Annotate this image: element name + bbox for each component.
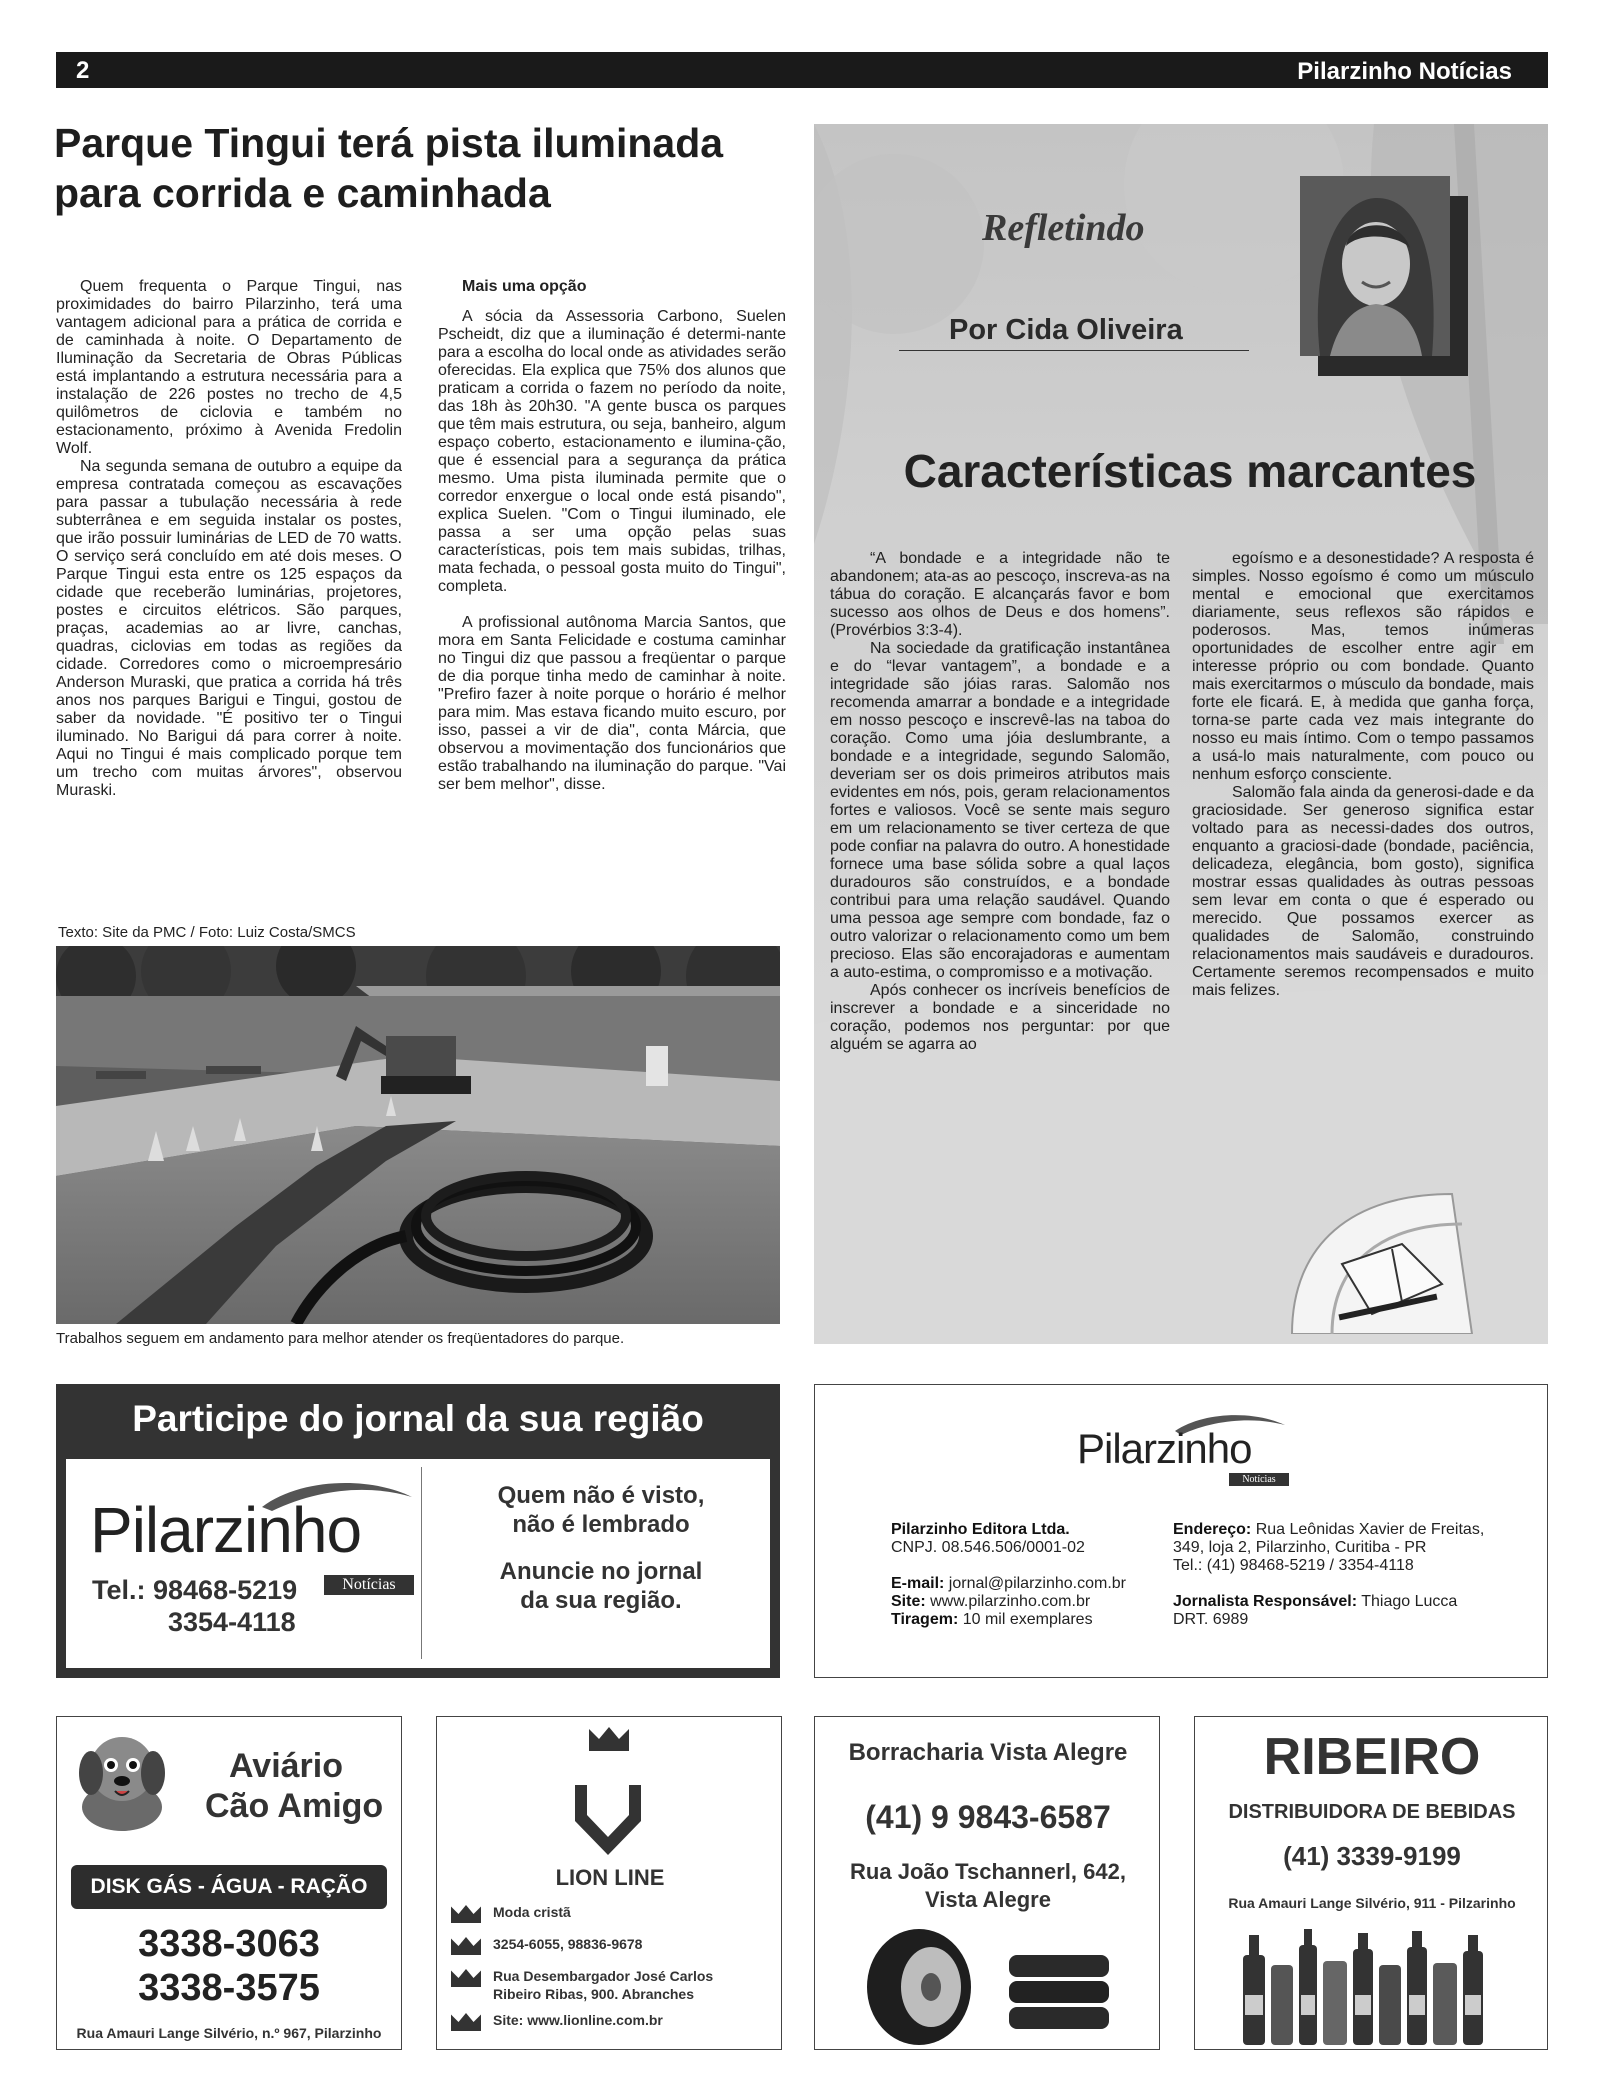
lion-brand: LION LINE: [555, 1865, 665, 1890]
author-photo: [1300, 176, 1450, 356]
slogan-line: da sua região.: [520, 1587, 682, 1614]
slogan-line: não é lembrado: [512, 1511, 690, 1538]
article-photo: [56, 946, 780, 1324]
beverage-bottles-icon: [1243, 1925, 1503, 2045]
opinion-paragraph: Após conhecer os incríveis benefícios de inscrever a bondade e a sinceridade no coração, podemos nos perguntar: por que alguém se agarra ao: [830, 982, 1170, 1053]
borracharia-address-2: Vista Alegre: [925, 1887, 1051, 1912]
crown-icon: [589, 1727, 629, 1751]
crown-icon: [449, 1969, 483, 1987]
author-portrait: [1300, 176, 1468, 376]
tiragem-value: 10 mil exemplares: [962, 1611, 1093, 1628]
park-excavation-photo: [56, 946, 780, 1324]
article-column-2: [438, 278, 786, 794]
opinion-paragraph: Na sociedade da gratificação instantânea e do “levar vantagem”, a bondade e a integridade são jóias raras. Salomão nos recomenda amarrar a bondade e a integridade em nosso pescoço e inscrevê-las na taboa do coração. Como uma jóia deslumbrante, a bondade e a integridade, segundo Salomão, deveriam ser os dois primeiros atributos mais evidentes em nós, pois, geram relacionamentos fortes e valiosos. Você se sente mais seguro em um relacionamento se tiver certeza de que pode confiar na palavra do outro. A honestidade fornece uma base sólida sobre a qual laços duradouros são construídos, e a bondade contribui para uma relação saudável. Quando uma pessoa age sempre com bondade, faz o outro valorizar o relacionamento como um bem precioso. Elas são encorajadoras e aumentam a auto-estima, o compromisso e a motivação.: [830, 640, 1170, 981]
headline-line-2: para corrida e caminhada: [54, 170, 551, 216]
address-line-1: Rua Leônidas Xavier de Freitas,: [1255, 1521, 1485, 1538]
photo-caption: Trabalhos seguem em andamento para melhor atender os freqüentadores do parque.: [56, 1330, 625, 1347]
article-paragraph: A sócia da Assessoria Carbono, Suelen Pscheidt, diz que a iluminação é determi-nante para a escolha do local onde as atividades serão oferecidas. Ela explica que 75% dos alunos que praticam a corrida o fazem no período da noite, das 18h às 20h30. "A gente busca os parques que têm mais estrutura, ou seja, banheiro, algum espaço coberto, estacionamento e ilumina-ção, que é essencial para a segurança da prática mesmo. Uma pista iluminada permite que o corredor enxergue o local onde está pisando", explica Suelen. "Com o Tingui iluminado, ele passa a ser uma opção pelas suas características, pois tem mais subidas, trilhas, mata fechada, o pessoal gosta muito do Tingui", completa.: [438, 308, 786, 595]
dog-icon: [67, 1727, 177, 1837]
lion-item-text: Moda cristã: [493, 1904, 571, 1920]
address-label: Endereço:: [1173, 1521, 1252, 1538]
journalist-label: Jornalista Responsável:: [1173, 1593, 1358, 1610]
newspaper-name: Pilarzinho Notícias: [1297, 58, 1512, 85]
logo-word: Pilarzinho: [1077, 1425, 1252, 1472]
article-paragraph: Na segunda semana de outubro a equipe da empresa contratada começou as escavações para passar a tubulação necessária à rede subterrânea e em seguida instalar os postes, que irão possuir luminárias de LED de 70 watts. O serviço será concluído em até dois meses. O Parque Tingui esta entre os 125 espaços da cidade que receberão luminárias, projetores, postes e circuitos elétricos. São parques, praças, academias ao ar livre, canchas, quadras, ciclovias em todas as regiões da cidade. Corredores como o microempresário Anderson Muraski, que pratica a corrida há três anos nos parques Barigui e Tingui, gostou de saber da novidade. "É positivo ter o Tingui iluminado. No Barigui dá para correr à noite. Aqui no Tingui é mais complicado porque tem um trecho com muitas árvores", observou Muraski.: [56, 458, 402, 799]
editorial-address-info: [1173, 1521, 1533, 1629]
site-label: Site:: [891, 1593, 926, 1610]
ribeiro-ad: [1194, 1716, 1548, 2050]
lion-logo-icon: [573, 1785, 643, 1855]
ribeiro-address: Rua Amauri Lange Silvério, 911 - Pilzarinho: [1228, 1895, 1516, 1911]
lion-item: [445, 2011, 775, 2043]
opinion-section: [814, 124, 1548, 1344]
aviario-phone-1: 3338-3063: [138, 1923, 320, 1965]
lion-item-text: Ribeiro Ribas, 900. Abranches: [493, 1986, 694, 2002]
author-rule: [899, 350, 1249, 351]
company-name: Pilarzinho Editora Ltda.: [891, 1521, 1070, 1538]
article-paragraph: Quem frequenta o Parque Tingui, nas proximidades do bairro Pilarzinho, terá uma vantagem adicional para a prática de corrida e de caminhada à noite. O Departamento de Iluminação da Secretaria de Obras Públicas está implantando a estrutura necessária para a instalação de 226 postes no trecho de 4,5 quilômetros de ciclovia e também no estacionamento, próximo à Avenida Fredolin Wolf.: [56, 278, 402, 457]
aviario-name-1: Aviário: [229, 1747, 344, 1785]
phone-2: 3354-4118: [168, 1607, 296, 1637]
email-value: jornal@pilarzinho.com.br: [948, 1575, 1126, 1592]
article-headline: [54, 118, 794, 218]
slogan-line: Quem não é visto,: [497, 1482, 705, 1509]
participe-inner: [66, 1459, 770, 1668]
aviario-phone-2: 3338-3575: [138, 1967, 320, 2009]
lion-list: [445, 1903, 775, 2043]
lion-item-text: Rua Desembargador José Carlos: [493, 1968, 714, 1984]
address-tel: Tel.: (41) 98468-5219 / 3354-4118: [1173, 1557, 1414, 1574]
ribeiro-name: RIBEIRO: [1263, 1728, 1481, 1786]
column-title: Características marcantes: [903, 445, 1477, 497]
lion-item-text: Site: www.lionline.com.br: [493, 2012, 663, 2028]
tires-icon: [839, 1925, 1139, 2045]
headline-line-1: Parque Tingui terá pista iluminada: [54, 120, 724, 166]
aviario-banner: DISK GÁS - ÁGUA - RAÇÃO: [71, 1865, 387, 1909]
slogan-line: Anuncie no jornal: [499, 1558, 703, 1585]
photo-credit: Texto: Site da PMC / Foto: Luiz Costa/SMCS: [58, 924, 356, 941]
lion-item-text: 3254-6055, 98836-9678: [493, 1936, 643, 1952]
editorial-logo: [1077, 1411, 1297, 1485]
column-kicker: Refletindo: [982, 207, 1145, 249]
journalist-name: Thiago Lucca: [1361, 1593, 1458, 1610]
opinion-paragraph: egoísmo e a desonestidade? A resposta é simples. Nosso egoísmo é como um músculo mental e emocional que exercitamos diariamente, seus reflexos são rápidos e poderosos. Mas, temos inúmeras oportunidades de escolher entre agir em interesse próprio ou com bondade. Quanto mais exercitarmos o músculo da bondade, mais forte ele ficará. E, à medida que ganha força, torna-se parte cada vez mais integrante do nosso eu mais íntimo. Com o tempo passamos a usá-lo mais naturalmente, com pouco ou nenhum esforço consciente.: [1192, 550, 1534, 783]
ribeiro-phone: (41) 3339-9199: [1283, 1841, 1461, 1871]
logo-tag: Notícias: [1229, 1473, 1289, 1486]
editorial-company-info: [891, 1521, 1161, 1629]
lion-line-ad: [436, 1716, 782, 2050]
aviario-name-2: Cão Amigo: [205, 1787, 384, 1825]
page-number: 2: [76, 57, 90, 84]
opinion-column-2: [1192, 550, 1534, 1000]
aviario-address: Rua Amauri Lange Silvério, n.º 967, Pilarzinho: [76, 2025, 382, 2041]
article-subhead: Mais uma opção: [462, 278, 587, 295]
crown-icon: [449, 1937, 483, 1955]
phone-1: Tel.: 98468-5219: [92, 1575, 298, 1605]
opinion-paragraph: “A bondade e a integridade não te abandonem; ata-as ao pescoço, inscreva-as na tábua do coração. E alcançarás favor e bom sucesso aos olhos de Deus e dos homens”. (Provérbios 3:3-4).: [830, 550, 1170, 639]
borracharia-address-1: Rua João Tschannerl, 642,: [850, 1859, 1126, 1884]
article-column-1: [56, 278, 402, 800]
participe-ad: [56, 1384, 780, 1678]
pilarzinho-logo: [82, 1467, 422, 1659]
borracharia-name: Borracharia Vista Alegre: [848, 1739, 1128, 1766]
opinion-column-1: [830, 550, 1170, 1054]
page-header-bar: [56, 52, 1548, 88]
aviario-ad: [56, 1716, 402, 2050]
address-line-2: 349, loja 2, Pilarzinho, Curitiba - PR: [1173, 1539, 1427, 1556]
participe-title: Participe do jornal da sua região: [132, 1398, 704, 1439]
logo-tag: Notícias: [324, 1575, 414, 1595]
column-author: Por Cida Oliveira: [949, 314, 1183, 346]
logo-word: Pilarzinho: [90, 1494, 362, 1566]
email-label: E-mail:: [891, 1575, 945, 1592]
lion-item: [445, 1903, 775, 1935]
journalist-drt: DRT. 6989: [1173, 1611, 1249, 1628]
crown-icon: [449, 2013, 483, 2031]
borracharia-ad: [814, 1716, 1160, 2050]
article-paragraph: A profissional autônoma Marcia Santos, que mora em Santa Felicidade e costuma caminhar no Tingui diz que passou a freqüentar o parque de dia porque tinha medo de caminhar à noite. "Prefiro fazer à noite porque o horário é melhor para mim. Mas estava ficando muito escuro, por isso, passei a vir de dia", conta Márcia, que observou a movimentação dos funcionários que estão trabalhando na iluminação do parque. "Vai ser bem melhor", disse.: [438, 614, 786, 793]
lion-item: [445, 1935, 775, 1967]
company-cnpj: CNPJ. 08.546.506/0001-02: [891, 1539, 1085, 1556]
opinion-paragraph: Salomão fala ainda da generosi-dade e da graciosidade. Ser generoso significa estar voltado para as necessi-dades dos outros, enquanto a graciosi-dade (bondade, paciência, delicadeza, elegância, bom gosto), significa mostrar essas qualidades às outras pessoas sem levar em conta o que é esperado ou merecido. Que possamos exercer as qualidades de Salomão, construindo relacionamentos mais saudáveis e duradouros. Certamente seremos recompensados e muito mais felizes.: [1192, 784, 1534, 999]
editorial-info-box: [814, 1384, 1548, 1678]
site-value: www.pilarzinho.com.br: [930, 1593, 1091, 1610]
ribeiro-sub: DISTRIBUIDORA DE BEBIDAS: [1228, 1801, 1516, 1823]
tiragem-label: Tiragem:: [891, 1611, 959, 1628]
borracharia-phone: (41) 9 9843-6587: [865, 1799, 1111, 1835]
lion-item: [445, 1967, 775, 2011]
crown-icon: [449, 1905, 483, 1923]
participe-slogan: [446, 1481, 756, 1615]
bible-book-illustration: [1272, 1184, 1492, 1334]
